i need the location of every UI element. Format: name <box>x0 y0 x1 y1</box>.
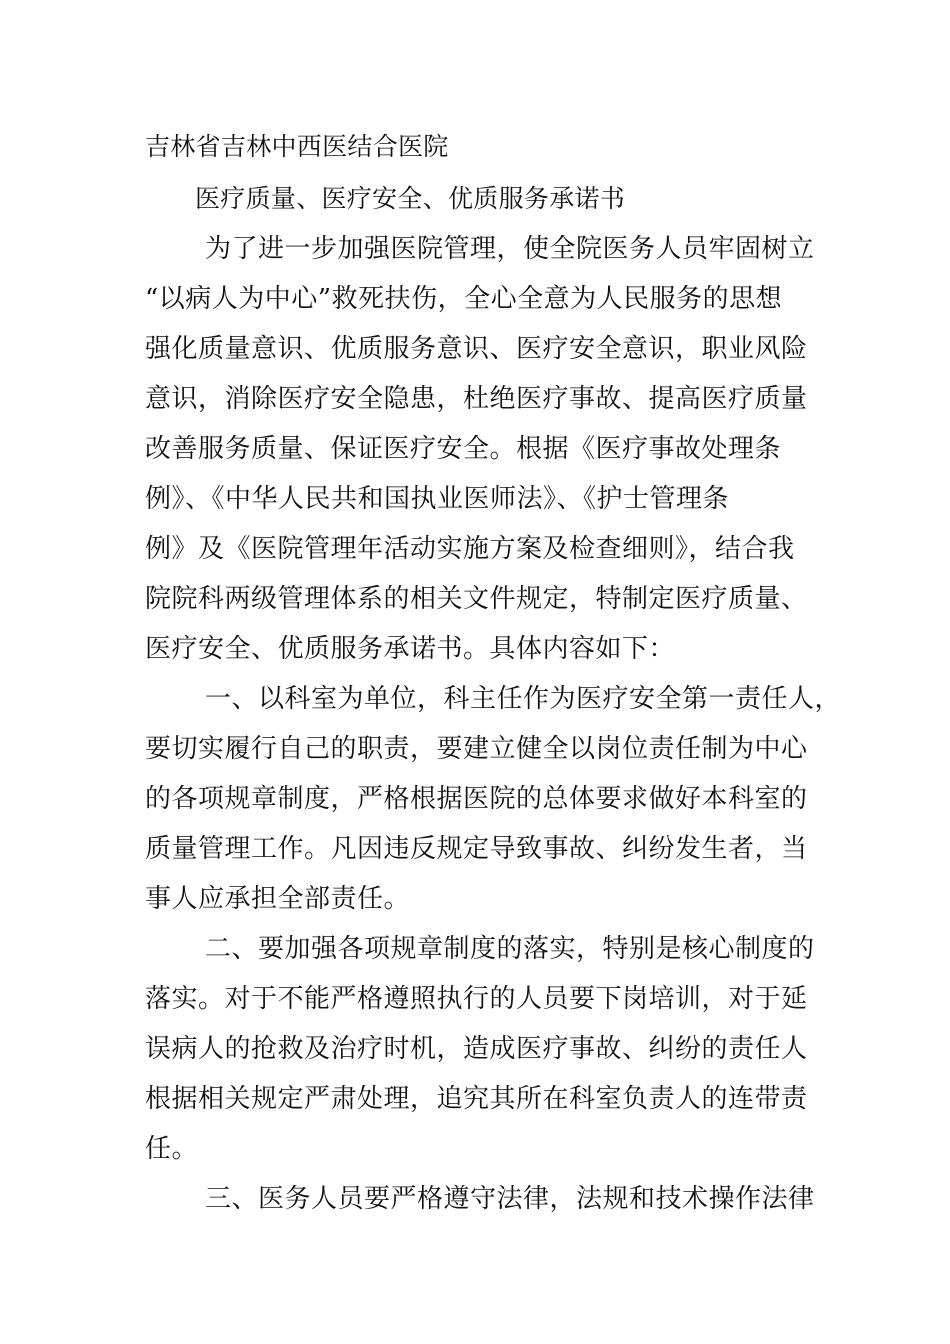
document-title: 医疗质量、医疗安全、优质服务承诺书 <box>195 184 626 213</box>
body-line: 的各项规章制度，严格根据医院的总体要求做好本科室的 <box>145 784 808 814</box>
body-line: 落实。对于不能严格遵照执行的人员要下岗培训，对于延 <box>145 984 808 1014</box>
body-line: 误病人的抢救及治疗时机，造成医疗事故、纠纷的责任人 <box>145 1034 808 1064</box>
body-line: 改善服务质量、保证医疗安全。根据《医疗事故处理条 <box>145 434 782 464</box>
body-line: 院院科两级管理体系的相关文件规定，特制定医疗质量、 <box>145 584 808 614</box>
body-line: 一、以科室为单位，科主任作为医疗安全第一责任人， <box>205 684 842 714</box>
body-line: 医疗安全、优质服务承诺书。具体内容如下： <box>145 634 676 664</box>
body-line: 例》、《中华人民共和国执业医师法》、《护士管理条 <box>145 484 730 514</box>
body-line: “以病人为中心”救死扶伤，全心全意为人民服务的思想 <box>145 284 783 314</box>
hospital-name: 吉林省吉林中西医结合医院 <box>145 132 449 161</box>
body-line: 根据相关规定严肃处理，追究其所在科室负责人的连带责 <box>145 1084 808 1114</box>
body-line: 二、要加强各项规章制度的落实，特别是核心制度的 <box>205 934 815 964</box>
body-line: 为了进一步加强医院管理，使全院医务人员牢固树立 <box>205 234 815 264</box>
body-line: 意识，消除医疗安全隐患，杜绝医疗事故、提高医疗质量 <box>145 384 808 414</box>
body-line: 三、医务人员要严格遵守法律，法规和技术操作法律 <box>205 1184 815 1214</box>
body-line: 例》及《医院管理年活动实施方案及检查细则》，结合我 <box>145 534 795 564</box>
body-line: 事人应承担全部责任。 <box>145 884 411 914</box>
body-line: 任。 <box>145 1134 199 1164</box>
body-line: 质量管理工作。凡因违反规定导致事故、纠纷发生者，当 <box>145 834 808 864</box>
body-line: 强化质量意识、优质服务意识、医疗安全意识，职业风险 <box>145 334 808 364</box>
body-line: 要切实履行自己的职责，要建立健全以岗位责任制为中心 <box>145 734 808 764</box>
